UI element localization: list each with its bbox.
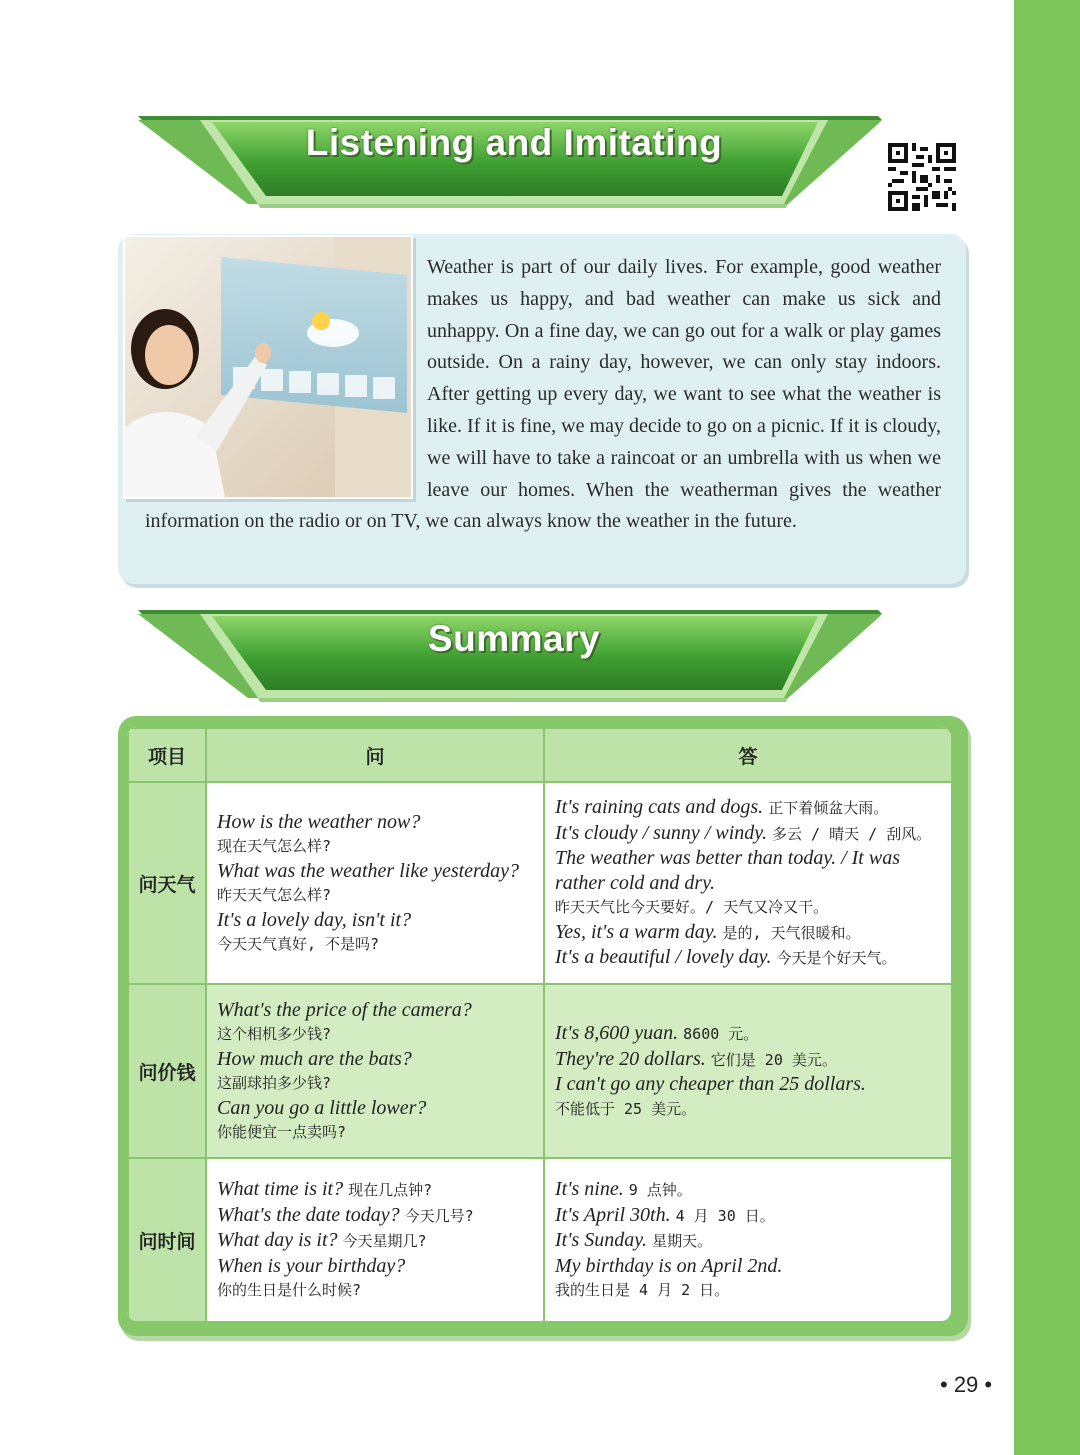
category-time: 问时间 — [128, 1158, 206, 1321]
question-en: How is the weather now? — [217, 810, 421, 833]
question-en: What day is it? — [217, 1229, 338, 1252]
side-color-bar — [1014, 0, 1080, 1455]
answer-zh: 不能低于 25 美元。 — [555, 1099, 697, 1118]
question-en: What's the price of the camera? — [217, 998, 472, 1021]
answer-en: It's nine. — [555, 1178, 624, 1201]
answer-en: It's Sunday. — [555, 1229, 648, 1252]
answer-zh: 昨天天气比今天要好。/ 天气又冷又干。 — [555, 898, 829, 917]
question-zh: 现在几点钟? — [348, 1181, 433, 1200]
table-row-weather — [128, 782, 951, 984]
question-en: How much are the bats? — [217, 1047, 412, 1070]
table-row-price — [128, 984, 951, 1158]
category-price: 问价钱 — [128, 984, 206, 1158]
question-en: What's the date today? — [217, 1203, 400, 1226]
answer-en: The weather was better than today. / It was rather cold and dry. — [555, 847, 900, 894]
listening-title: Listening and Imitating — [305, 122, 723, 163]
photo-spacer — [145, 252, 427, 506]
answer-en: My birthday is on April 2nd. — [555, 1254, 783, 1277]
answer-zh: 星期天。 — [652, 1232, 713, 1251]
answer-en: It's 8,600 yuan. — [555, 1022, 679, 1044]
intro-paragraph: Weather is part of our daily lives. For example, good weather makes us happy, and bad weather can make us sick and unhappy. On a fine day, we can go out for a walk or play games outside. On a rainy day, however, we can only stay indoors. After getting up every day, we want to see what the weather is like. If it is fine, we may decide to go on a picnic. If it is cloudy, we will have to take a raincoat or an umbrella with us when we leave our homes. When the weatherman gives the weather information on the radio or on TV, we can always know the weather in the future. — [145, 256, 941, 533]
question-zh: 昨天天气怎么样? — [217, 886, 332, 904]
questions-time — [206, 1158, 544, 1321]
question-en: What time is it? — [217, 1178, 344, 1201]
category-weather: 问天气 — [128, 782, 206, 984]
answer-zh: 今天是个好天气。 — [776, 949, 897, 968]
question-en: It's a lovely day, isn't it? — [217, 908, 412, 931]
question-zh: 这副球拍多少钱? — [217, 1074, 332, 1092]
questions-price — [206, 984, 544, 1158]
answer-en: I can't go any cheaper than 25 dollars. — [555, 1073, 866, 1095]
answers-time — [544, 1158, 951, 1321]
answer-en: It's a beautiful / lovely day. — [555, 946, 772, 969]
question-zh: 你能便宜一点卖吗? — [217, 1123, 347, 1141]
answer-zh: 正下着倾盆大雨。 — [768, 799, 889, 818]
table-row-time — [128, 1158, 951, 1321]
answer-zh: 它们是 20 美元。 — [710, 1050, 837, 1069]
intro-paragraph-container — [145, 252, 941, 538]
summary-title: Summary — [427, 618, 601, 659]
answer-en: Yes, it's a warm day. — [555, 920, 718, 943]
header-answer: 答 — [544, 728, 951, 782]
answer-zh: 4 月 30 日。 — [675, 1206, 775, 1225]
answer-zh: 多云 / 晴天 / 刮风。 — [772, 824, 932, 843]
question-zh: 这个相机多少钱? — [217, 1025, 332, 1043]
questions-weather — [206, 782, 544, 984]
page-number: • 29 • — [940, 1372, 993, 1397]
answer-zh: 8600 元。 — [683, 1025, 759, 1043]
question-en: Can you go a little lower? — [217, 1096, 427, 1119]
answer-zh: 9 点钟。 — [628, 1181, 692, 1200]
answers-weather — [544, 782, 951, 984]
answer-en: It's raining cats and dogs. — [555, 796, 764, 819]
summary-table — [127, 727, 951, 1321]
answer-en: It's cloudy / sunny / windy. — [555, 821, 768, 844]
question-en: When is your birthday? — [217, 1254, 406, 1277]
answer-zh: 是的, 天气很暖和。 — [722, 923, 861, 942]
summary-banner — [138, 606, 890, 702]
question-zh: 现在天气怎么样? — [217, 837, 332, 855]
answer-en: They're 20 dollars. — [555, 1047, 706, 1070]
answer-en: It's April 30th. — [555, 1203, 671, 1226]
header-question: 问 — [206, 728, 544, 782]
answer-zh: 我的生日是 4 月 2 日。 — [555, 1281, 730, 1300]
question-zh: 今天几号? — [404, 1206, 474, 1225]
question-en: What was the weather like yesterday? — [217, 859, 519, 882]
question-zh: 今天星期几? — [342, 1232, 427, 1251]
question-zh: 你的生日是什么时候? — [217, 1281, 362, 1300]
listening-banner — [138, 112, 890, 208]
header-item: 项目 — [128, 728, 206, 782]
question-zh: 今天天气真好, 不是吗? — [217, 935, 380, 953]
qr-code-icon[interactable] — [888, 143, 956, 211]
answers-price — [544, 984, 951, 1158]
